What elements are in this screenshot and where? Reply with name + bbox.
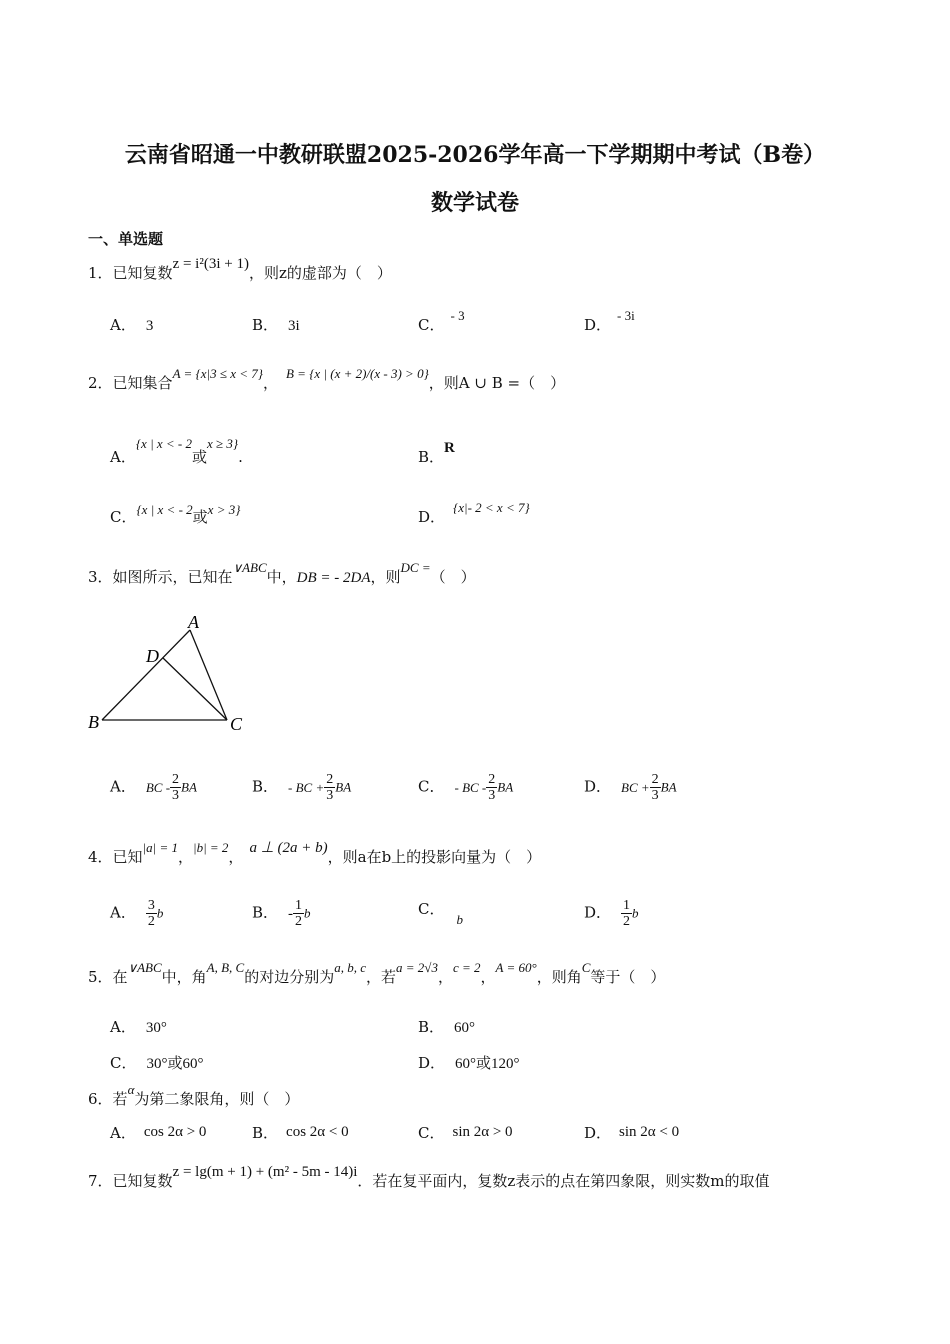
q1-expression: z = i²(3i + 1): [172, 256, 249, 272]
section-heading: 一、单选题: [88, 230, 164, 248]
q4-option-d[interactable]: D． $\frac{1}{2}$ b: [584, 898, 639, 929]
q4-option-a[interactable]: A． $\frac{3}{2}$ b: [110, 898, 164, 929]
q5-option-a[interactable]: A． 30°: [110, 1018, 167, 1036]
q3-number: 3．: [88, 568, 113, 586]
q5-option-d[interactable]: D． 60°或120°: [418, 1054, 520, 1072]
q4-option-b[interactable]: B． - $\frac{1}{2}$ b: [252, 898, 311, 929]
q1-option-b[interactable]: B． 3i: [252, 316, 300, 334]
vertex-a-label: A: [188, 612, 199, 632]
q5-number: 5．: [88, 968, 113, 986]
question-2: 2．已知集合A = {x|3 ≤ x < 7}，B = {x | (x + 2)/(x - 3) > 0}，则A ∪ B =（ ）: [88, 366, 566, 392]
q5-option-c[interactable]: C． 30°或60°: [110, 1054, 204, 1072]
q2-set-a: A = {x|3 ≤ x < 7}: [172, 366, 263, 381]
vertex-b-label: B: [88, 712, 99, 732]
q3-condition: DB = - 2DA: [296, 570, 371, 586]
q6-number: 6．: [88, 1090, 113, 1108]
q7-number: 7．: [88, 1172, 113, 1190]
q6-option-c[interactable]: C． sin 2α > 0: [418, 1124, 513, 1142]
q6-option-b[interactable]: B． cos 2α < 0: [252, 1124, 349, 1142]
question-6: 6．若α为第二象限角，则（ ）: [88, 1082, 300, 1108]
q2-option-d[interactable]: D．{x|- 2 < x < 7}: [418, 500, 530, 526]
q1-option-c[interactable]: C．- 3: [418, 308, 465, 334]
q2-option-a[interactable]: A．{x | x < - 2或x ≥ 3}.: [110, 436, 243, 466]
question-7: 7．已知复数z = lg(m + 1) + (m² - 5m - 14)i．若在复平面内，复数z表示的点在第四象限，则实数m的取值: [88, 1164, 770, 1190]
q3-option-a[interactable]: A． BC - $\frac{2}{3}$ BA: [110, 772, 197, 803]
q1-option-a[interactable]: A． 3: [110, 316, 154, 334]
question-3: 3．如图所示，已知在∨ABC中，DB = - 2DA，则DC =（ ）: [88, 560, 476, 586]
q5-option-b[interactable]: B． 60°: [418, 1018, 476, 1036]
q2-option-b[interactable]: B．R: [418, 440, 455, 466]
q2-option-c[interactable]: C．{x | x < - 2或x > 3}: [110, 502, 241, 526]
question-5: 5．在∨ABC中，角A, B, C的对边分别为a, b, c，若a = 2√3，c = 2，A = 60°，则角C等于（ ）: [88, 960, 666, 986]
q3-option-b[interactable]: B． - BC + $\frac{2}{3}$ BA: [252, 772, 352, 803]
q1-option-d[interactable]: D．- 3i: [584, 308, 635, 334]
q2-set-b: B = {x | (x + 2)/(x - 3) > 0}: [285, 366, 429, 381]
vertex-c-label: C: [230, 714, 243, 734]
q6-option-d[interactable]: D． sin 2α < 0: [584, 1124, 680, 1142]
exam-subtitle: 数学试卷: [430, 190, 519, 216]
exam-title: 云南省昭通一中教研联盟2025-2026学年高一下学期期中考试（B卷）: [124, 142, 826, 168]
q3-option-d[interactable]: D． BC + $\frac{2}{3}$ BA: [584, 772, 677, 803]
q3-option-c[interactable]: C． - BC - $\frac{2}{3}$ BA: [418, 772, 514, 803]
q4-number: 4．: [88, 848, 113, 866]
triangle-figure: [80, 608, 260, 738]
q6-option-a[interactable]: A． cos 2α > 0: [110, 1124, 207, 1142]
q4-option-c[interactable]: C．b: [418, 900, 463, 927]
question-1: 1．已知复数z = i²(3i + 1)，则z的虚部为（ ）: [88, 256, 392, 282]
q1-number: 1．: [88, 264, 113, 282]
q2-number: 2．: [88, 374, 113, 392]
vertex-d-label: D: [146, 646, 159, 666]
question-4: 4．已知|a| = 1，|b| = 2， a ⊥ (2a + b)，则a在b上的投影向量为（ ）: [88, 840, 542, 866]
q7-expression: z = lg(m + 1) + (m² - 5m - 14)i: [172, 1164, 358, 1180]
